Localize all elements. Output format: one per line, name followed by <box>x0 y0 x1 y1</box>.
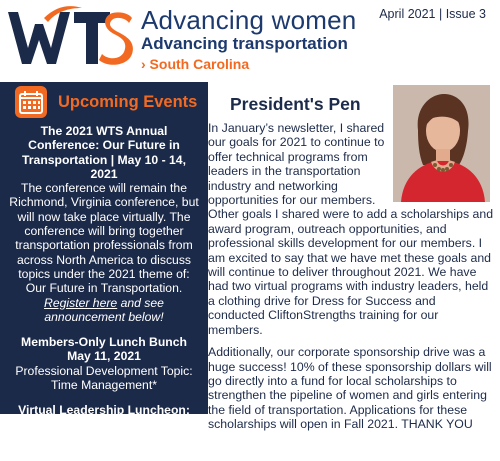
article-title: President's Pen <box>230 94 361 114</box>
calendar-icon <box>14 85 48 119</box>
event-description: Professional Development Topic: Time Management* <box>15 363 193 393</box>
sidebar-heading: Upcoming Events <box>58 93 198 111</box>
wts-logo <box>4 2 136 74</box>
sidebar-header <box>0 82 208 124</box>
event-item <box>8 403 200 460</box>
newsletter-header <box>0 0 500 80</box>
issue-info: April 2021 | Issue 3 <box>379 7 486 21</box>
article-body <box>208 121 494 432</box>
tagline-women: Advancing women <box>141 5 357 35</box>
register-note-text: and see announcement below! <box>44 295 164 324</box>
event-item <box>8 335 200 392</box>
register-here-link[interactable]: Register here <box>44 295 118 310</box>
event-title: Members-Only Lunch Bunch May 11, 2021 <box>21 335 187 364</box>
tagline-transportation: Advancing transportation <box>141 34 348 53</box>
event-description: The conference will remain the Richmond, Virginia conference, but will now take place virtually. The conference will bring together transportation professionals from across North America to discuss topics under the 2021 theme of: Our Future in Transportation. <box>9 181 199 296</box>
paragraph-continuation: Other goals I shared were to add a scholarships and award program, outreach opportunities, and professional skills development for our members. I am excited to say that we have met these goals and will continue to deliver throughout 2021. We have had two virtual programs with industry leaders, held a clothing drive for Dress for Success and conducted CliftonStrengths training for our members. <box>208 207 494 337</box>
chapter-name: › South Carolina <box>141 56 250 72</box>
paragraph-lead: In January’s newsletter, I shared our goals for 2021 to continue to offer technical programs from leaders in the transportation industry and networking opportunities for our members. <box>208 121 385 208</box>
article-paragraph: Additionally, our corporate sponsorship drive was a huge success! 10% of these sponsorship dollars will go directly into a fund for local scholarships to strengthen the pipeline of women and girls entering the field of transportation. Applications for these scholarships will open in Fall 2021. THANK YOU <box>208 345 492 432</box>
event-title: Virtual Leadership Luncheon: Lowcountry Rapid Transit Project May 18, 2021 | 11:30 AM - 1 PM <box>9 403 199 461</box>
presidents-pen-article <box>204 82 500 432</box>
events-list <box>0 124 208 461</box>
event-title: The 2021 WTS Annual Conference: Our Future in Transportation | May 10 - 14, 2021 <box>22 124 186 181</box>
event-register-note <box>8 296 200 325</box>
event-item <box>8 124 200 324</box>
upcoming-events-sidebar <box>0 82 208 461</box>
article-paragraph <box>208 121 494 337</box>
